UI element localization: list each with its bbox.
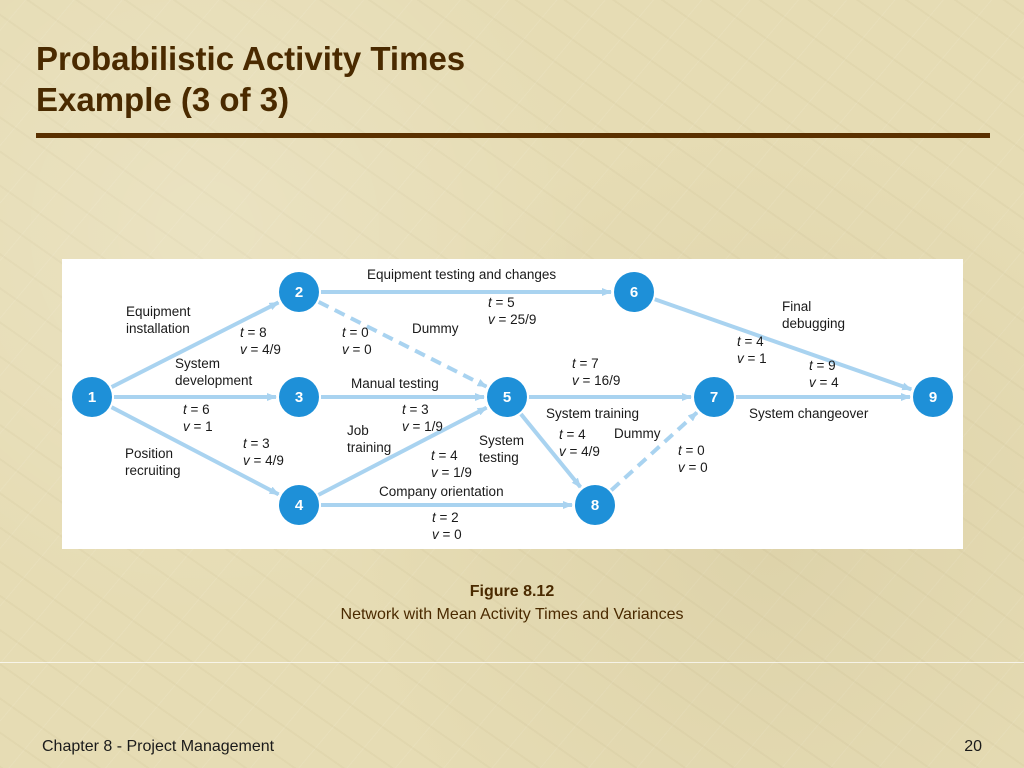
network-node-3	[279, 377, 319, 417]
network-node-label-7: 7	[709, 389, 719, 406]
activity-name-7-9: System changeover	[749, 406, 869, 421]
network-node-7	[694, 377, 734, 417]
footer-chapter: Chapter 8 - Project Management	[42, 738, 275, 755]
activity-name-3-5: Manual testing	[351, 376, 439, 391]
activity-tv-7-9: t = 9 v = 4	[809, 358, 839, 390]
activity-tv-1-2: t = 8 v = 4/9	[240, 325, 281, 357]
activity-tv-2-6: t = 5 v = 25/9	[488, 295, 537, 327]
activity-name-5-8: System testing	[479, 433, 525, 465]
figure-caption: Network with Mean Activity Times and Variances	[340, 606, 684, 623]
activity-tv-3-5: t = 3 v = 1/9	[402, 402, 443, 434]
activity-tv-8-7: t = 0 v = 0	[678, 443, 708, 475]
network-node-label-2: 2	[294, 284, 304, 301]
network-node-2	[279, 272, 319, 312]
activity-name-1-2: Equipment installation	[126, 304, 191, 336]
activity-tv-5-7: t = 7 v = 16/9	[572, 356, 621, 388]
activity-name-4-8: Company orientation	[379, 484, 504, 499]
activity-name-5-7: System training	[546, 406, 640, 421]
network-node-label-9: 9	[928, 389, 938, 406]
activity-tv-5-8: t = 4 v = 4/9	[559, 427, 600, 459]
network-node-label-3: 3	[294, 389, 304, 406]
network-node-9	[913, 377, 953, 417]
activity-tv-4-5: t = 4 v = 1/9	[431, 448, 472, 480]
slide-title-line-2: Example (3 of 3)	[36, 81, 290, 118]
network-figure-panel	[62, 259, 963, 549]
network-node-label-4: 4	[294, 497, 304, 514]
slide-title	[36, 38, 465, 120]
network-node-label-1: 1	[87, 389, 97, 406]
network-node-8	[575, 485, 615, 525]
activity-name-1-4: Position recruiting	[125, 446, 181, 478]
activity-name-4-5: Job training	[347, 423, 392, 455]
activity-name-2-5: Dummy	[412, 321, 459, 336]
network-diagram	[62, 259, 963, 549]
network-node-6	[614, 272, 654, 312]
page-number: 20	[964, 738, 982, 755]
network-node-4	[279, 485, 319, 525]
activity-name-1-3: System development	[175, 356, 253, 388]
network-node-1	[72, 377, 112, 417]
activity-tv-4-8: t = 2 v = 0	[432, 510, 462, 542]
slide-title-line-1: Probabilistic Activity Times	[36, 40, 466, 77]
figure-number: Figure 8.12	[469, 583, 555, 600]
network-node-5	[487, 377, 527, 417]
network-node-label-6: 6	[629, 284, 639, 301]
footer-divider	[0, 662, 1024, 663]
title-divider	[36, 133, 990, 138]
activity-name-2-6: Equipment testing and changes	[367, 267, 557, 282]
network-node-label-5: 5	[502, 389, 512, 406]
activity-tv-1-3: t = 6 v = 1	[183, 402, 213, 434]
activity-tv-1-4: t = 3 v = 4/9	[243, 436, 284, 468]
activity-tv-6-9: t = 4 v = 1	[737, 334, 767, 366]
network-node-label-8: 8	[590, 497, 600, 514]
activity-tv-2-5: t = 0 v = 0	[342, 325, 372, 357]
activity-name-8-7: Dummy	[614, 426, 661, 441]
activity-name-6-9: Final debugging	[782, 299, 846, 331]
